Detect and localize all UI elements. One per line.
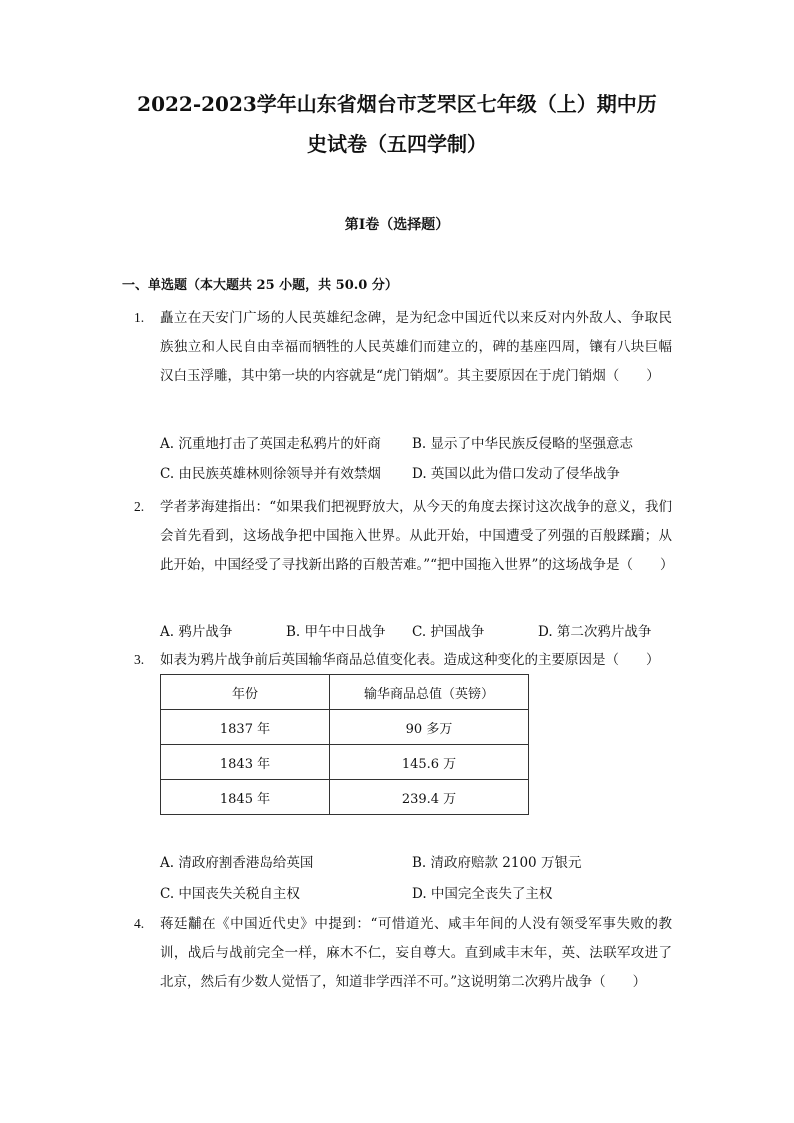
table-row: [161, 745, 529, 780]
title-line-1: 2022-2023学年山东省烟台市芝罘区七年级（上）期中历: [137, 92, 657, 116]
question-stem: 如表为鸦片战争前后英国输华商品总值变化表。造成这种变化的主要原因是（ ）: [160, 652, 660, 668]
question-number: 4.: [134, 916, 145, 931]
q3-option-b[interactable]: B. 清政府赔款 2100 万银元: [412, 855, 582, 871]
q3-option-a[interactable]: A. 清政府割香港岛给英国: [160, 855, 314, 871]
question-number: 3.: [134, 652, 145, 667]
question-stem: 矗立在天安门广场的人民英雄纪念碑，是为纪念中国近代以来反对内外敌人、争取民族独立和人民自由幸福而牺牲的人民英雄们而建立的，碑的基座四周，镶有八块巨幅汉白玉浮雕，其中第一块的内容就是“虎门销烟”。其主要原因在于虎门销烟（ ）: [160, 310, 672, 384]
table-row: [161, 780, 529, 815]
table-cell-value: 90 多万: [330, 710, 529, 745]
question-number: 2.: [134, 499, 145, 514]
q1-option-c[interactable]: C. 由民族英雄林则徐领导并有效禁烟: [160, 466, 381, 482]
q3-option-d[interactable]: D. 中国完全丧失了主权: [412, 886, 553, 902]
q1-option-b[interactable]: B. 显示了中华民族反侵略的坚强意志: [412, 436, 634, 452]
table-cell-value: 239.4 万: [330, 780, 529, 815]
table-cell-value: 145.6 万: [330, 745, 529, 780]
q1-option-d[interactable]: D. 英国以此为借口发动了侵华战争: [412, 466, 620, 482]
part-heading: 一、单选题（本大题共 25 小题，共 50.0 分）: [122, 278, 398, 293]
title-line-2: 史试卷（五四学制）: [307, 132, 487, 156]
question-number: 1.: [134, 310, 145, 325]
table-row: [161, 710, 529, 745]
table-cell-year: 1843 年: [161, 745, 330, 780]
q2-option-a[interactable]: A. 鸦片战争: [160, 624, 233, 640]
table-header-year: 年份: [161, 675, 330, 710]
table-cell-year: 1845 年: [161, 780, 330, 815]
table-header-row: [161, 675, 529, 710]
section-title: 第I卷（选择题）: [344, 217, 450, 233]
export-value-table: [160, 674, 529, 815]
q2-option-b[interactable]: B. 甲午中日战争: [286, 624, 386, 640]
q2-option-d[interactable]: D. 第二次鸦片战争: [538, 624, 652, 640]
table-header-value: 输华商品总值（英镑）: [330, 675, 529, 710]
exam-title: [120, 84, 674, 164]
q3-option-c[interactable]: C. 中国丧失关税自主权: [160, 886, 300, 902]
question-stem: 学者茅海建指出：“如果我们把视野放大，从今天的角度去探讨这次战争的意义，我们会首先看到，这场战争把中国拖入世界。从此开始，中国遭受了列强的百般蹂躏；从此开始，中国经受了寻找新出路的百般苦难。”“把中国拖入世界”的这场战争是（ ）: [160, 499, 674, 573]
table-cell-year: 1837 年: [161, 710, 330, 745]
q1-option-a[interactable]: A. 沉重地打击了英国走私鸦片的奸商: [160, 436, 381, 452]
question-stem: 蒋廷黼在《中国近代史》中提到：“可惜道光、咸丰年间的人没有领受军事失败的教训，战后与战前完全一样，麻木不仁，妄自尊大。直到咸丰末年，英、法联军攻进了北京，然后有少数人觉悟了，知道非学西洋不可。”这说明第二次鸦片战争（ ）: [160, 916, 672, 990]
q2-option-c[interactable]: C. 护国战争: [412, 624, 485, 640]
